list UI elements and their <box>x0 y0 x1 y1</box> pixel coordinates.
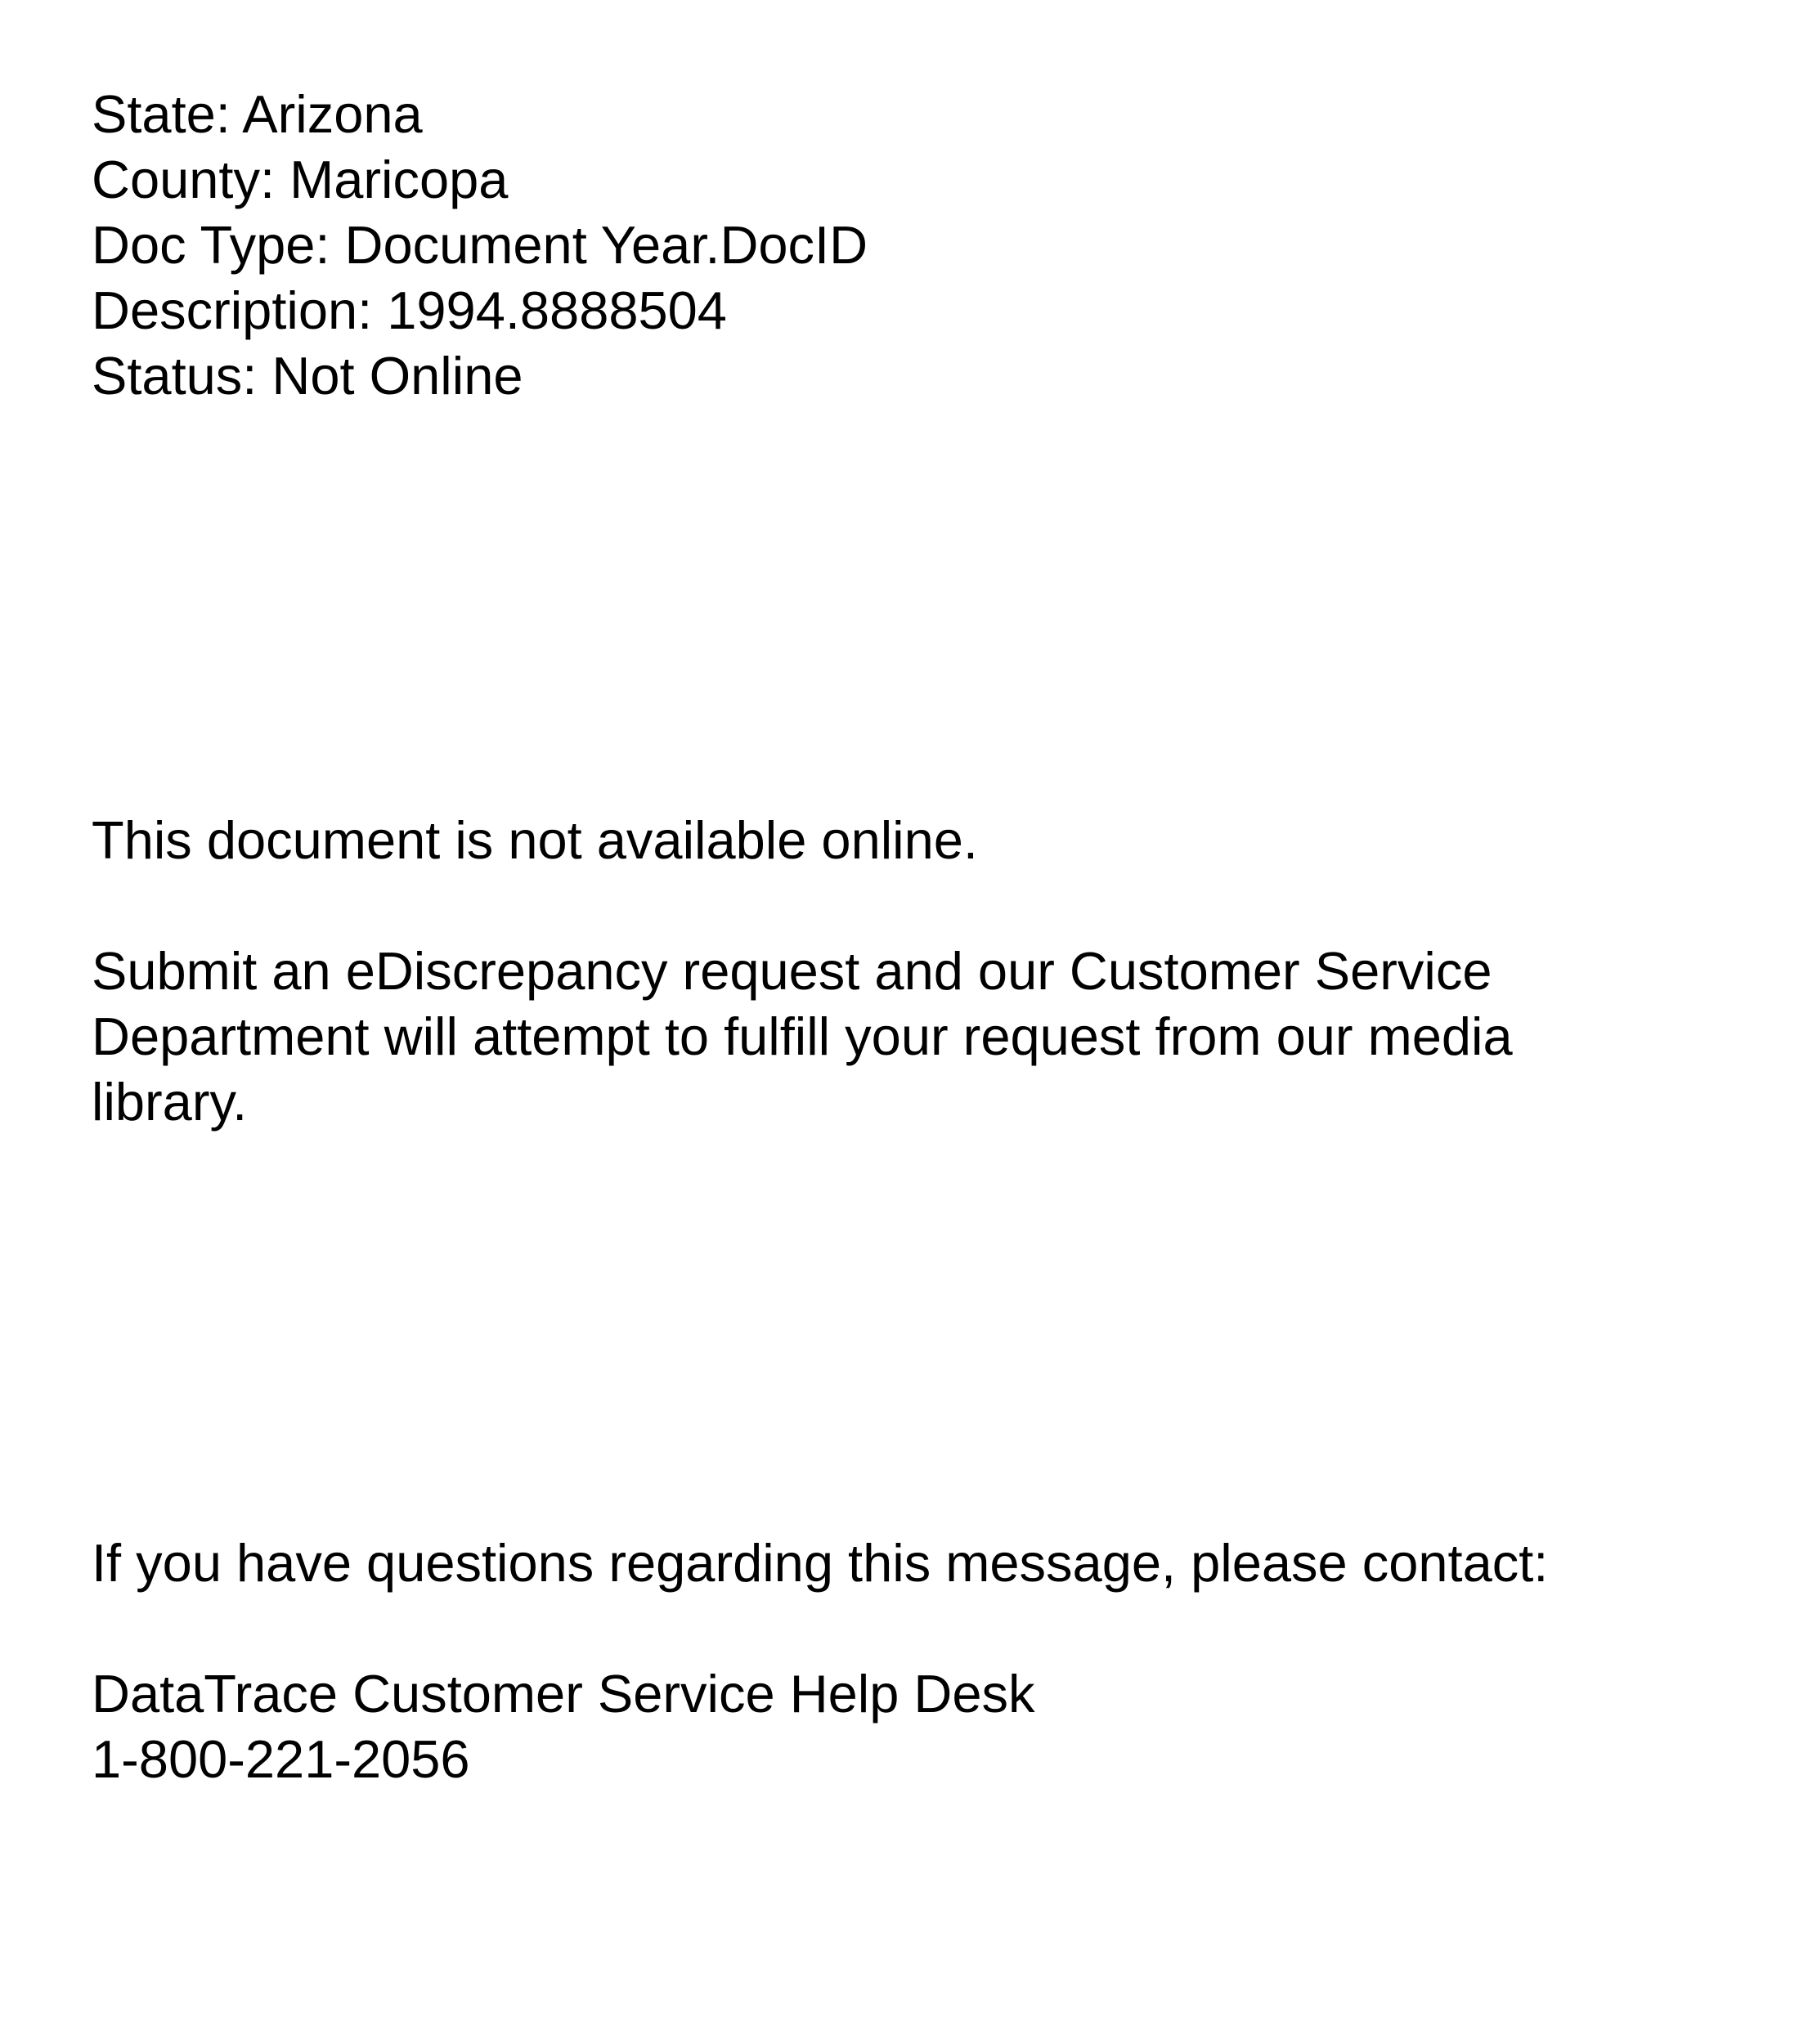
status-line: Status: Not Online <box>92 346 523 406</box>
state-line: State: Arizona <box>92 84 423 144</box>
help-desk-phone: 1-800-221-2056 <box>92 1729 470 1789</box>
doc-type-line: Doc Type: Document Year.DocID <box>92 215 868 275</box>
description-line: Description: 1994.8888504 <box>92 280 727 340</box>
request-line-1: Submit an eDiscrepancy request and our Customer Service <box>92 941 1492 1001</box>
ediscrepancy-request-paragraph <box>92 939 1711 1135</box>
unavailable-notice <box>92 808 1711 873</box>
record-details <box>92 82 1711 409</box>
contact-intro-text: If you have questions regarding this message, please contact: <box>92 1533 1549 1593</box>
help-desk-name: DataTrace Customer Service Help Desk <box>92 1664 1035 1724</box>
unavailable-text: This document is not available online. <box>92 810 978 870</box>
request-line-2: Department will attempt to fulfill your request from our media <box>92 1006 1513 1066</box>
county-line: County: Maricopa <box>92 150 509 209</box>
contact-intro <box>92 1531 1711 1596</box>
request-line-3: library. <box>92 1072 248 1132</box>
help-desk-contact <box>92 1661 1711 1792</box>
